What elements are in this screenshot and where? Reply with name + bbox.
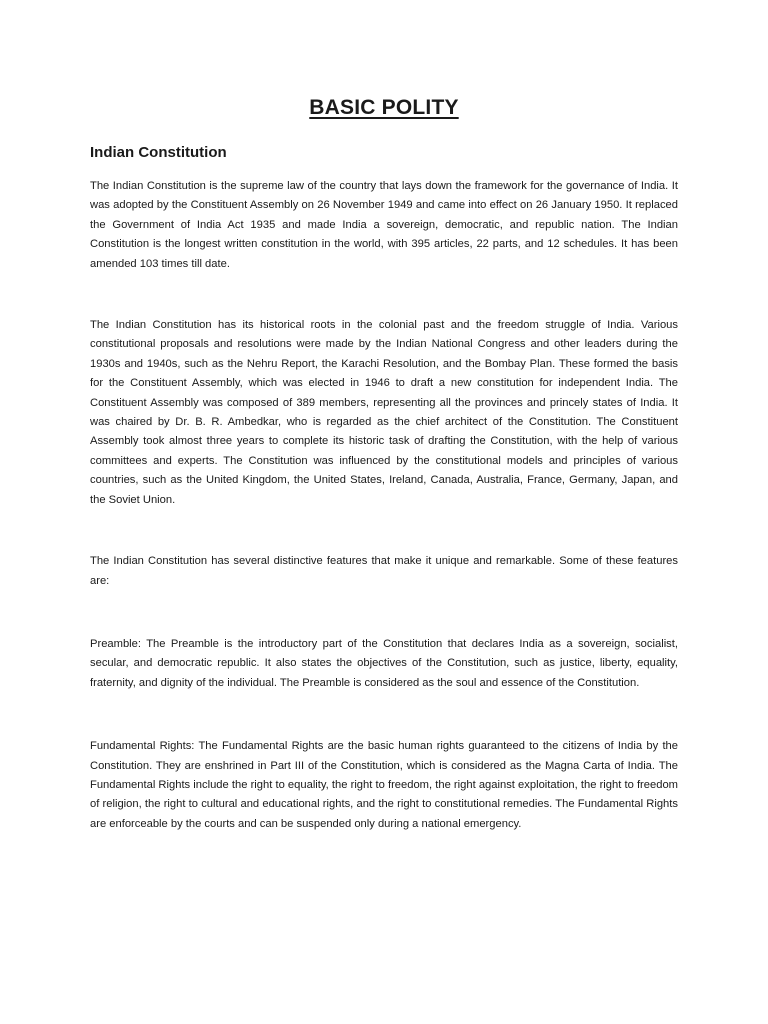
section-heading: Indian Constitution xyxy=(90,144,227,161)
paragraph-spacer xyxy=(90,693,678,737)
page-title: BASIC POLITY xyxy=(309,96,459,119)
paragraph-preamble: Preamble: The Preamble is the introductory part of the Constitution that declares India as a sovereign, socialist, secular, and democratic republic. It also states the objectives of the Constitution, such as justice, liberty, equality, fraternity, and dignity of the individual. The Preamble is considered as the soul and essence of the Constitution. xyxy=(90,637,678,689)
paragraph-spacer xyxy=(90,510,678,552)
paragraph-spacer xyxy=(90,591,678,635)
paragraph-history: The Indian Constitution has its historical roots in the colonial past and the freedom struggle of India. Various constitutional proposals and resolutions were made by the Indian National Congress and other leaders during the 1930s and 1940s, such as the Nehru Report, the Karachi Resolution, and the Bombay Plan. These formed the basis for the Constituent Assembly, which was elected in 1946 to draft a new constitution for independent India. The Constituent Assembly was composed of 389 members, representing all the provinces and princely states of India. It was chaired by Dr. B. R. Ambedkar, who is regarded as the chief architect of the Constitution. The Constituent Assembly took almost three years to complete its historic task of drafting the Constitution, with the help of various committees and experts. The Constitution was influenced by the constitutional models and principles of various countries, such as the United Kingdom, the United States, Ireland, Canada, Australia, France, Germany, Japan, and the Soviet Union. xyxy=(90,319,678,506)
paragraph-spacer xyxy=(90,274,678,316)
paragraph-fundamental-rights: Fundamental Rights: The Fundamental Rights are the basic human rights guaranteed to the citizens of India by the Constitution. They are enshrined in Part III of the Constitution, which is considered as the Magna Carta of India. The Fundamental Rights include the right to equality, the right to freedom, the right against exploitation, the right to freedom of religion, the right to cultural and educational rights, and the right to constitutional remedies. The Fundamental Rights are enforceable by the courts and can be suspended only during a national emergency. xyxy=(90,740,678,830)
paragraph-features: The Indian Constitution has several distinctive features that make it unique and remarkable. Some of these features are: xyxy=(90,555,678,587)
paragraph-intro: The Indian Constitution is the supreme law of the country that lays down the framework for the governance of India. It was adopted by the Constituent Assembly on 26 November 1949 and came into effect on 26 January 1950. It replaced the Government of India Act 1935 and made India a sovereign, democratic, and republic nation. The Indian Constitution is the longest written constitution in the world, with 395 articles, 22 parts, and 12 schedules. It has been amended 103 times till date. xyxy=(90,180,678,270)
